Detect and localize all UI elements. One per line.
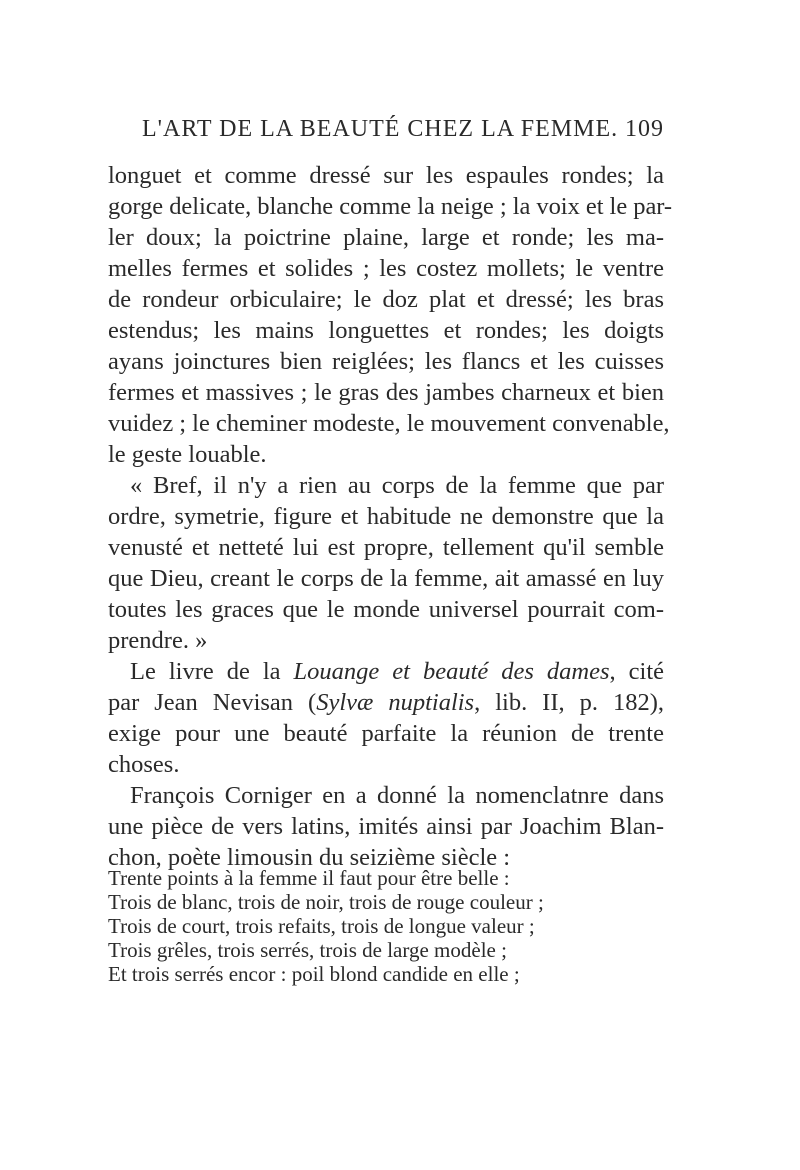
verse-line: Trois grêles, trois serrés, trois de large modèle ; <box>108 938 507 962</box>
text-line: ler doux; la poictrine plaine, large et ronde; les ma- <box>108 224 664 251</box>
text-line <box>108 687 664 718</box>
book-title: Louange et beauté des dames <box>293 658 610 685</box>
book-title: Sylvæ nuptialis <box>316 689 475 716</box>
body-text <box>108 160 673 873</box>
text-line: venusté et netteté lui est propre, tellement qu'il semble <box>108 534 664 561</box>
verse-line: Trois de blanc, trois de noir, trois de rouge couleur ; <box>108 890 544 914</box>
text-line: estendus; les mains longuettes et rondes; les doigts <box>108 317 664 344</box>
text-line: ayans joinctures bien reiglées; les flancs et les cuisses <box>108 348 664 375</box>
page-number: 109 <box>625 116 664 142</box>
text-line: de rondeur orbiculaire; le doz plat et dressé; les bras <box>108 286 664 313</box>
paragraph-3 <box>108 656 664 780</box>
text-line: vuidez ; le cheminer modeste, le mouvement convenable, <box>108 410 670 437</box>
page-header <box>142 116 664 150</box>
text-line: le geste louable. <box>108 441 267 468</box>
text-run: , cité <box>609 658 664 685</box>
paragraph-4 <box>108 780 664 873</box>
text-line <box>108 656 664 687</box>
text-line: que Dieu, creant le corps de la femme, ait amassé en luy <box>108 565 664 592</box>
paragraph-2 <box>108 470 664 656</box>
running-title: L'ART DE LA BEAUTÉ CHEZ LA FEMME. <box>142 116 619 142</box>
text-line: longuet et comme dressé sur les espaules rondes; la <box>108 162 664 189</box>
text-line: chon, poète limousin du seizième siècle : <box>108 844 511 871</box>
text-line: gorge delicate, blanche comme la neige ; la voix et le par- <box>108 193 673 220</box>
text-line: François Corniger en a donné la nomenclatnre dans <box>130 782 664 809</box>
text-run: , lib. II, p. 182), <box>474 689 664 716</box>
verse-line: Trente points à la femme il faut pour être belle : <box>108 866 510 890</box>
text-line: exige pour une beauté parfaite la réunion de trente <box>108 720 664 747</box>
text-run: par Jean Nevisan ( <box>108 689 317 716</box>
text-line: toutes les graces que le monde universel pourrait com- <box>108 596 664 623</box>
text-line: melles fermes et solides ; les costez mollets; le ventre <box>108 255 664 282</box>
verse-block <box>108 866 608 986</box>
text-line: choses. <box>108 751 180 778</box>
text-line: prendre. » <box>108 627 208 654</box>
verse-line: Trois de court, trois refaits, trois de longue valeur ; <box>108 914 535 938</box>
text-line: « Bref, il n'y a rien au corps de la femme que par <box>130 472 664 499</box>
text-line: ordre, symetrie, figure et habitude ne demonstre que la <box>108 503 664 530</box>
text-line: une pièce de vers latins, imités ainsi par Joachim Blan- <box>108 813 664 840</box>
text-line: fermes et massives ; le gras des jambes charneux et bien <box>108 379 664 406</box>
verse-line: Et trois serrés encor : poil blond candide en elle ; <box>108 962 520 986</box>
text-run: Le livre de la <box>130 658 294 685</box>
paragraph-1 <box>108 160 673 470</box>
